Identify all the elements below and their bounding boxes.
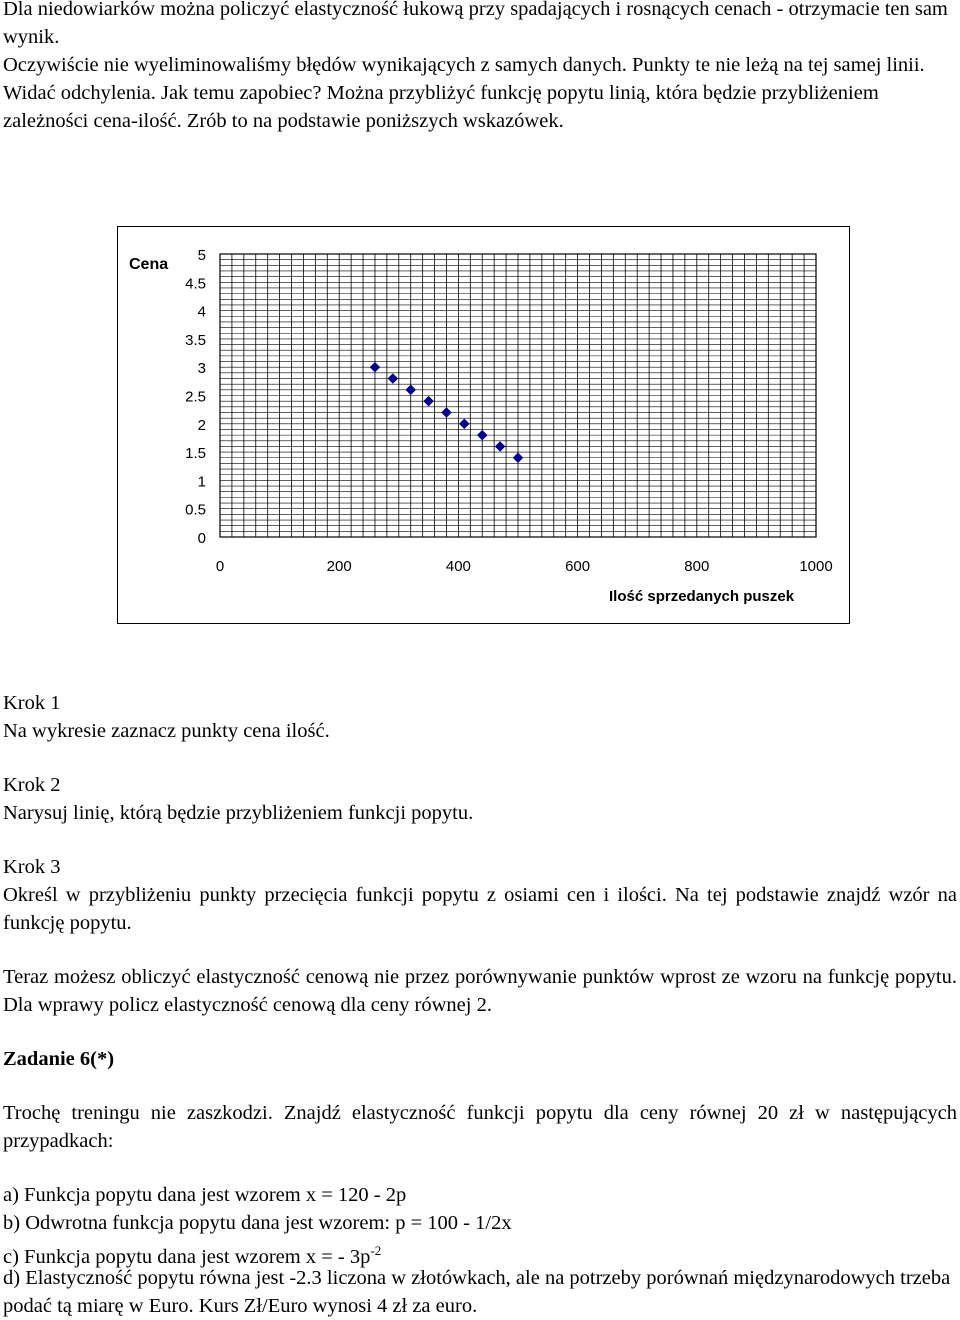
data-point	[370, 362, 380, 372]
x-tick-label: 400	[445, 558, 471, 575]
y-axis-label: Cena	[129, 256, 169, 273]
data-point	[495, 441, 505, 451]
x-tick-label: 0	[215, 558, 225, 575]
case-c-exponent: -2	[370, 1243, 382, 1258]
x-tick-label: 1000	[799, 558, 833, 575]
chart-svg	[118, 227, 849, 623]
step-2-title: Krok 2	[3, 774, 61, 796]
step-2-text: Narysuj linię, którą będzie przybliżeniem funkcji popytu.	[3, 802, 474, 824]
y-tick-label: 3	[197, 360, 206, 378]
x-tick-label: 600	[565, 558, 591, 575]
x-axis-label: Ilość sprzedanych puszek	[609, 588, 795, 605]
step-1-text: Na wykresie zaznacz punkty cena ilość.	[3, 720, 330, 742]
case-a: a) Funkcja popytu dana jest wzorem x = 120 - 2p	[3, 1184, 407, 1206]
data-point	[513, 453, 523, 463]
y-tick-label: 0	[197, 530, 206, 547]
price-quantity-chart	[117, 226, 850, 624]
data-point	[477, 430, 487, 440]
case-b: b) Odwrotna funkcja popytu dana jest wzorem: p = 100 - 1/2x	[3, 1212, 512, 1234]
data-point	[441, 407, 451, 417]
intro-paragraph: Dla niedowiarków można policzyć elastyczność łukową przy spadających i rosnących cenach - otrzymacie ten sam wynik.	[3, 0, 948, 48]
y-tick-label: 3.5	[185, 331, 206, 349]
data-point	[406, 385, 416, 395]
y-tick-label: 2.5	[185, 388, 206, 406]
data-point	[424, 396, 434, 406]
y-tick-label: 5	[197, 247, 206, 264]
data-point	[459, 419, 469, 429]
step-3-text: Określ w przybliżeniu punkty przecięcia funkcji popytu z osiami cen i ilości. Na tej podstawie znajdź wzór na funkcję popytu.	[3, 884, 957, 934]
y-tick-label: 4.5	[185, 275, 206, 293]
x-tick-label: 800	[684, 558, 710, 575]
data-point	[388, 374, 398, 384]
y-tick-label: 1.5	[185, 445, 206, 463]
y-tick-label: 2	[197, 416, 206, 434]
case-c-text: c) Funkcja popytu dana jest wzorem x = - 3p	[3, 1245, 371, 1268]
explanation-paragraph: Oczywiście nie wyeliminowaliśmy błędów wynikających z samych danych. Punkty te nie leżą na tej samej linii. Widać odchylenia. Jak temu zapobiec? Można przybliżyć funkcję popytu linią, która będzie przybliżeniem zależności cena-ilość. Zrób to na podstawie poniższych wskazówek.	[3, 54, 925, 132]
elasticity-paragraph: Teraz możesz obliczyć elastyczność cenową nie przez porównywanie punktów wprost ze wzoru na funkcję popytu. Dla wprawy policz elastyczność cenową dla ceny równej 2.	[3, 966, 957, 1016]
x-tick-label: 200	[326, 558, 352, 575]
task-heading: Zadanie 6(*)	[3, 1048, 115, 1070]
y-tick-label: 1	[197, 473, 206, 491]
case-d: d) Elastyczność popytu równa jest -2.3 liczona w złotówkach, ale na potrzeby porównań międzynarodowych trzeba podać tą miarę w Euro. Kurs Zł/Euro wynosi 4 zł za euro.	[3, 1267, 951, 1317]
y-tick-label: 0.5	[185, 501, 206, 519]
task-intro: Trochę treningu nie zaszkodzi. Znajdź elastyczność funkcji popytu dla ceny równej 20 zł w następujących przypadkach:	[3, 1102, 957, 1152]
y-tick-label: 4	[197, 303, 206, 321]
step-3-title: Krok 3	[3, 856, 61, 878]
step-1-title: Krok 1	[3, 692, 61, 714]
